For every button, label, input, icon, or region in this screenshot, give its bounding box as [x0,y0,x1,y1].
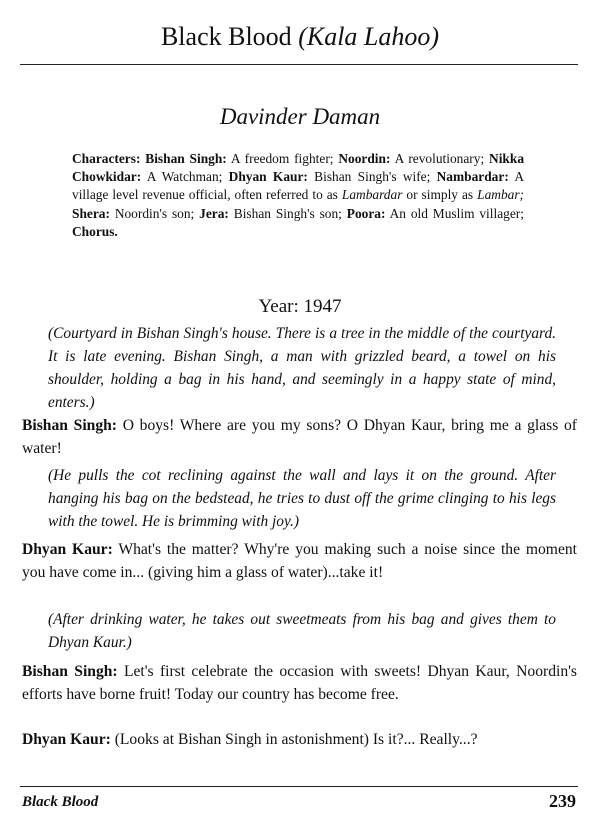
speech-text: O boys! Where are you my sons? O Dhyan Kaur, bring me a glass of water! [22,417,577,457]
header-title: Black Blood [160,22,292,51]
character-desc: Bishan Singh's son; [233,205,342,221]
speaker-name: Dhyan Kaur: [22,731,111,748]
characters-label: Characters: [72,151,141,166]
footer-rule [20,786,578,787]
character-name: Jera: [199,205,229,221]
character-name: Shera: [72,205,110,221]
character-desc: A village level revenue official, often referred to as [72,169,524,203]
lambardar-term: Lambardar [341,187,403,203]
character-name: Nambardar: [436,169,509,185]
speech-text: What's the matter? Why're you making such a noise since the moment you have come in... (giving him a glass of water)...take it! [22,541,577,581]
character-desc: Bishan Singh's wife; [314,169,431,185]
footer-title: Black Blood [22,794,99,810]
year-heading: Year: 1947 [258,296,342,317]
dialogue-line [22,538,577,584]
character-desc: Noordin's son; [114,205,195,221]
author-name: Davinder Daman [219,104,381,129]
speaker-name: Bishan Singh: [22,417,117,434]
character-desc: A revolutionary; [394,151,485,166]
speaker-name: Bishan Singh: [22,663,118,680]
character-name: Dhyan Kaur: [228,169,308,185]
header-rule [20,64,578,65]
lambar-term: Lambar; [477,187,524,203]
speaker-name: Dhyan Kaur: [22,541,113,558]
character-desc: A freedom fighter; [230,151,334,166]
character-name: Chorus. [72,223,118,239]
lambar-connector: or simply as [406,187,474,203]
stage-direction: (He pulls the cot reclining against the wall and lays it on the ground. After hanging his bag on the bedstead, he tries to dust off the grime clinging to his legs with the towel. He is brimming with joy.) [48,467,556,530]
character-name: Nikka Chowkidar: [72,151,525,185]
stage-direction: (After drinking water, he takes out sweetmeats from his bag and gives them to Dhyan Kaur.) [48,611,556,651]
character-desc: An old Muslim villager; [389,205,524,221]
dialogue-line [22,728,577,751]
running-header [0,22,600,52]
header-subtitle: (Kala Lahoo) [298,22,440,51]
characters-list [72,150,524,241]
scene-direction: (Courtyard in Bishan Singh's house. There is a tree in the middle of the courtyard. It is late evening. Bishan Singh, a man with grizzled beard, a towel on his shoulder, holding a bag in his hand, and seemingly in a happy state of mind, enters.) [48,325,556,411]
speech-text: Let's first celebrate the occasion with sweets! Dhyan Kaur, Noordin's efforts have borne fruit! Today our country has become free. [22,663,577,703]
character-name: Noordin: [338,151,391,166]
character-name: Bishan Singh: [145,151,227,166]
character-desc: A Watchman; [146,169,223,185]
speech-text: (Looks at Bishan Singh in astonishment) Is it?... Really...? [114,731,478,748]
dialogue-line [22,414,577,460]
dialogue-line [22,660,577,706]
page-number: 239 [549,791,576,811]
character-name: Poora: [346,205,386,221]
